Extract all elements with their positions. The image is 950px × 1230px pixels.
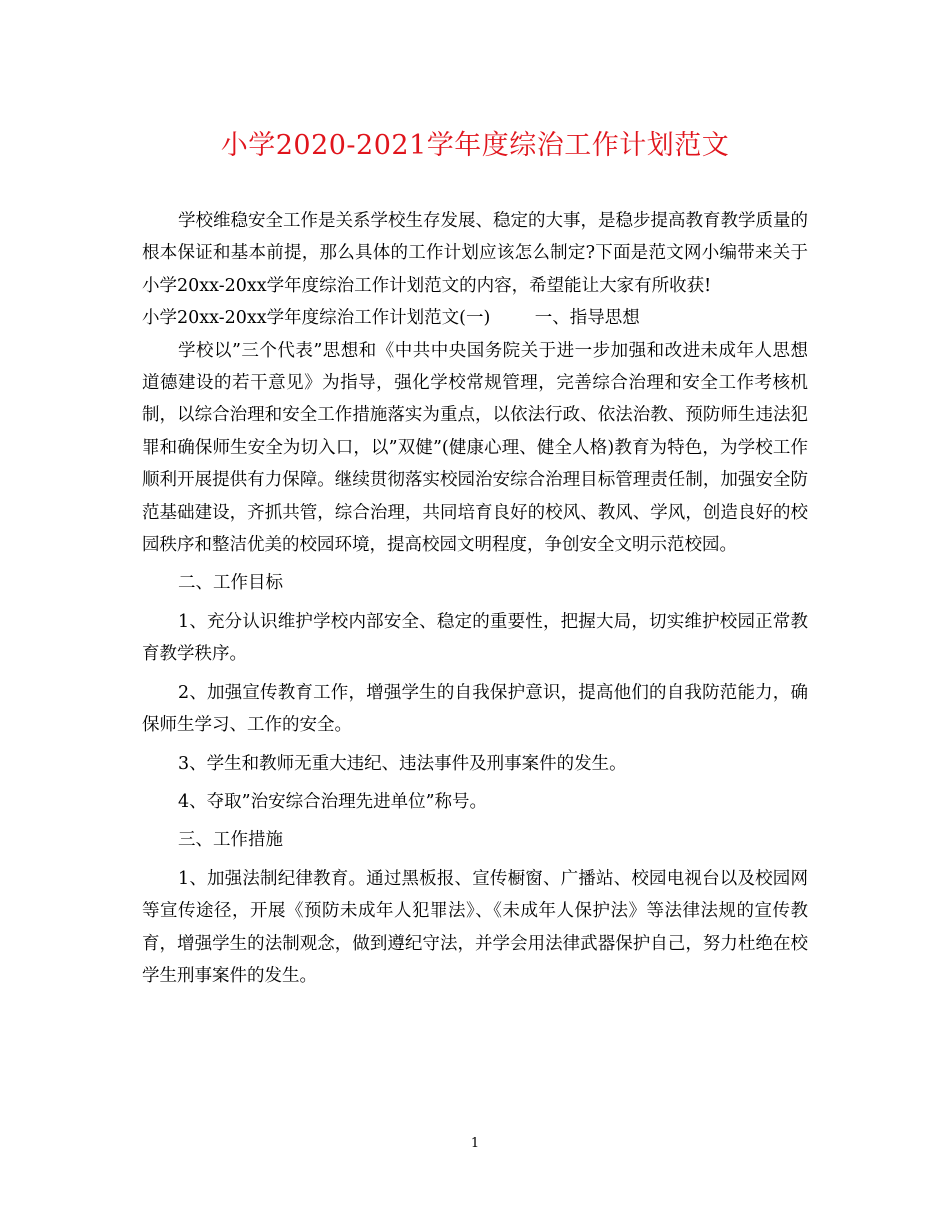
intro-paragraph: 学校维稳安全工作是关系学校生存发展、稳定的大事，是稳步提高教育教学质量的根本保证和基本前提，那么具体的工作计划应该怎么制定?下面是范文网小编带来关于小学20xx-20xx学年度综治工作计划范文的内容，希望能让大家有所收获! [142, 211, 808, 296]
measure-item: 1、加强法制纪律教育。通过黑板报、宣传橱窗、广播站、校园电视台以及校园网等宣传途径，开展《预防未成年人犯罪法》、《未成年人保护法》等法律法规的宣传教育，增强学生的法制观念，做到遵纪守法，并学会用法律武器保护自己，努力杜绝在校学生刑事案件的发生。 [142, 868, 808, 986]
document-body [142, 205, 808, 992]
goal-item: 3、学生和教师无重大违纪、违法事件及刑事案件的发生。 [178, 753, 627, 774]
page-number: 1 [470, 1136, 480, 1151]
goal-item: 4、夺取”治安综合治理先进单位”称号。 [178, 791, 488, 812]
goal-item: 1、充分认识维护学校内部安全、稳定的重要性，把握大局，切实维护校园正常教育教学秩序。 [142, 611, 808, 665]
measures-heading: 三、工作措施 [178, 830, 283, 851]
guiding-ideology-paragraph: 学校以”三个代表”思想和《中共中央国务院关于进一步加强和改进未成年人思想道德建设的若干意见》为指导，强化学校常规管理，完善综合治理和安全工作考核机制，以综合治理和安全工作措施落实为重点，以依法行政、依法治教、预防师生违法犯罪和确保师生安全为切入口，以”双健”(健康心理、健全人格)教育为特色，为学校工作顺利开展提供有力保障。继续贯彻落实校园治安综合治理目标管理责任制，加强安全防范基础建设，齐抓共管，综合治理，共同培育良好的校风、教风、学风，创造良好的校园秩序和整洁优美的校园环境，提高校园文明程度，争创安全文明示范校园。 [142, 340, 808, 556]
goals-heading: 二、工作目标 [178, 573, 283, 594]
document-title: 小学2020-2021学年度综治工作计划范文 [220, 130, 730, 161]
section-heading: 小学20xx-20xx学年度综治工作计划范文(一) 一、指导思想 [142, 308, 640, 329]
goal-item: 2、加强宣传教育工作，增强学生的自我保护意识，提高他们的自我防范能力，确保师生学习、工作的安全。 [142, 682, 808, 736]
